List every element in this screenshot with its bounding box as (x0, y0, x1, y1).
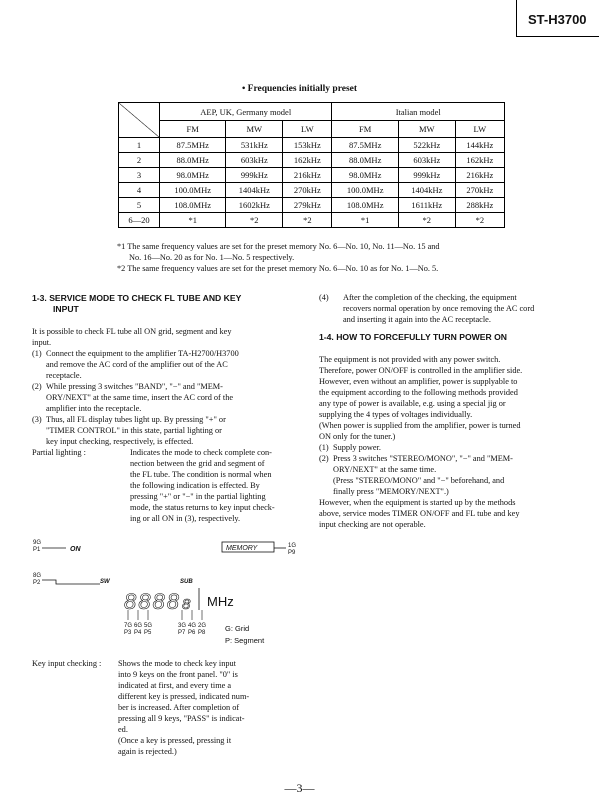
frequency-cell: 100.0MHz (332, 183, 398, 198)
step-line (32, 392, 302, 403)
step-line (319, 314, 571, 325)
preset-number-cell: 6—20 (119, 213, 160, 228)
step-line (319, 303, 571, 314)
list-text: ORY/NEXT" at the same time, insert the AC cord of the (46, 393, 234, 402)
segment-label: P5 (144, 630, 152, 636)
grid-label: 9G (33, 540, 42, 546)
frequency-cell: 98.0MHz (160, 168, 226, 183)
list-marker: (1) (32, 349, 42, 358)
list-marker: (2) (32, 382, 42, 391)
corner-cell (119, 103, 160, 138)
key-input-line: (Once a key is pressed, pressing it (118, 736, 232, 745)
legend-grid: G: Grid (225, 624, 250, 633)
frequency-cell: *2 (455, 213, 504, 228)
partial-lighting-block (32, 447, 302, 524)
list-marker: (3) (32, 415, 42, 424)
list-text: and inserting it again into the AC receptacle. (343, 315, 491, 324)
fl-tube-diagram (32, 536, 302, 648)
segment-label: P7 (178, 630, 186, 636)
step-line (32, 414, 302, 425)
key-input-line: pressing all 9 keys, "PASS" is indicat- (118, 714, 245, 723)
step-line (319, 292, 571, 303)
step-line (32, 348, 302, 359)
group-header: Italian model (332, 103, 505, 121)
grid-label: 3G (178, 623, 187, 629)
note-2: *2 The same frequency values are set for the preset memory No. 6—No. 10 as for No. 1—No. 5. (117, 264, 439, 273)
paragraph-line: any type of power is available, e.g. using a special jig or (319, 399, 506, 408)
table-row (119, 153, 505, 168)
key-input-line: again is rejected.) (118, 747, 177, 756)
frequency-cell: 603kHz (226, 153, 283, 168)
column-header: LW (455, 121, 504, 138)
segment-label: P4 (134, 630, 142, 636)
frequency-cell: 216kHz (283, 168, 332, 183)
sub-indicator: SUB (180, 579, 193, 585)
frequency-cell: 279kHz (283, 198, 332, 213)
key-input-line: ber is increased. After completion of (118, 703, 240, 712)
list-text: amplifier into the receptacle. (46, 404, 142, 413)
frequency-cell: 87.5MHz (332, 138, 398, 153)
key-input-line: into 9 keys on the front panel. "0" is (118, 670, 238, 679)
paragraph-line: Therefore, power ON/OFF is controlled in the amplifier side. (319, 366, 523, 375)
list-text: Supply power. (333, 443, 381, 452)
segment-label: P3 (124, 630, 132, 636)
frequency-cell: 88.0MHz (160, 153, 226, 168)
page-number: —3— (284, 781, 315, 795)
partial-lighting-line: nection between the grid and segment of (130, 459, 265, 468)
frequency-cell: 270kHz (455, 183, 504, 198)
paragraph-line: However, when the equipment is started up by the methods (319, 498, 516, 507)
list-marker: (2) (319, 454, 329, 463)
step-line (319, 453, 571, 464)
grid-label: 5G (144, 623, 153, 629)
intro-line: input. (32, 338, 52, 347)
table-row (119, 138, 505, 153)
table-row (119, 168, 505, 183)
list-text: "TIMER CONTROL" in this state, partial lighting or (46, 426, 222, 435)
partial-lighting-label: Partial lighting : (32, 448, 86, 457)
frequency-cell: 100.0MHz (160, 183, 226, 198)
frequency-cell: 216kHz (455, 168, 504, 183)
frequency-cell: 88.0MHz (332, 153, 398, 168)
step-line (32, 381, 302, 392)
key-input-line: indicated at first, and every time a (118, 681, 232, 690)
partial-lighting-line: the FL tube. The condition is normal when (130, 470, 272, 479)
sw-indicator: SW (100, 579, 110, 585)
preset-frequency-table (118, 102, 505, 228)
group-header: AEP, UK, Germany model (160, 103, 332, 121)
note-1a: *1 The same frequency values are set for the preset memory No. 6—No. 10, No. 11—No. 15 and (117, 242, 440, 251)
list-text: Thus, all FL display tubes light up. By pressing "+" or (46, 415, 226, 424)
table-title: • Frequencies initially preset (241, 84, 358, 94)
frequency-cell: 98.0MHz (332, 168, 398, 183)
paragraph-line: The equipment is not provided with any power switch. (319, 355, 501, 364)
frequency-cell: 270kHz (283, 183, 332, 198)
grid-label: 7G (124, 623, 133, 629)
frequency-cell: 162kHz (283, 153, 332, 168)
section-heading-1-3-cont: INPUT (53, 304, 79, 314)
step-line (32, 370, 302, 381)
digit-display: 8888 (124, 589, 181, 614)
key-input-line: Shows the mode to check key input (118, 659, 236, 668)
list-text: recovers normal operation by once removing the AC cord (343, 304, 535, 313)
frequency-cell: *2 (226, 213, 283, 228)
paragraph-line: However, even without an amplifier, power is supplyable to (319, 377, 518, 386)
on-indicator: ON (70, 546, 81, 553)
frequency-cell: 288kHz (455, 198, 504, 213)
frequency-cell: 108.0MHz (332, 198, 398, 213)
partial-lighting-line: Indicates the mode to check complete con- (130, 448, 272, 457)
frequency-cell: *2 (283, 213, 332, 228)
preset-number-cell: 1 (119, 138, 160, 153)
mhz-indicator: MHz (207, 594, 234, 609)
step-line (319, 442, 571, 453)
segment-label: P1 (33, 547, 41, 553)
frequency-cell: 522kHz (398, 138, 455, 153)
column-header: FM (160, 121, 226, 138)
paragraph-line: the equipment according to the following methods provided (319, 388, 518, 397)
table-row (119, 183, 505, 198)
list-text: Press 3 switches "STEREO/MONO", "−" and "MEM- (333, 454, 513, 463)
left-column-text (32, 326, 302, 524)
key-input-label: Key input checking : (32, 659, 102, 668)
frequency-cell: 1404kHz (226, 183, 283, 198)
key-input-text (32, 658, 302, 757)
frequency-cell: *2 (398, 213, 455, 228)
partial-lighting-line: ing or all ON in (3), respectively. (130, 514, 241, 523)
grid-label: 6G (134, 623, 143, 629)
step-line (319, 464, 571, 475)
table-row (119, 198, 505, 213)
memory-indicator: MEMORY (226, 545, 258, 552)
frequency-cell: 603kHz (398, 153, 455, 168)
list-text: finally press "MEMORY/NEXT".) (333, 487, 449, 496)
column-header: LW (283, 121, 332, 138)
section-heading-1-4: 1-4. HOW TO FORCEFULLY TURN POWER ON (319, 332, 507, 342)
frequency-cell: 999kHz (398, 168, 455, 183)
preset-number-cell: 3 (119, 168, 160, 183)
intro-line: It is possible to check FL tube all ON grid, segment and key (32, 327, 232, 336)
column-header: FM (332, 121, 398, 138)
frequency-cell: 162kHz (455, 153, 504, 168)
step-line (32, 359, 302, 370)
table-row (119, 213, 505, 228)
grid-label: 8G (33, 573, 42, 579)
frequency-cell: 87.5MHz (160, 138, 226, 153)
legend-segment: P: Segment (225, 636, 265, 645)
step-line (319, 486, 571, 497)
key-input-line: different key is pressed, indicated num- (118, 692, 250, 701)
frequency-cell: *1 (160, 213, 226, 228)
preset-number-cell: 5 (119, 198, 160, 213)
frequency-cell: 1611kHz (398, 198, 455, 213)
list-text: (Press "STEREO/MONO" and "−" beforehand, and (333, 476, 505, 485)
small-digit: 8 (182, 596, 191, 613)
table-body (119, 138, 505, 228)
paragraph-line: (When power is supplied from the amplifier, power is turned (319, 421, 521, 430)
step-line (319, 475, 571, 486)
step-line (32, 425, 302, 436)
preset-number-cell: 4 (119, 183, 160, 198)
grid-label: 1G (288, 543, 297, 549)
right-column-text (319, 292, 571, 530)
step-line (32, 403, 302, 414)
list-text: Connect the equipment to the amplifier TA-H2700/H3700 (46, 349, 239, 358)
list-text: key input checking, respectively, is effected. (46, 437, 194, 446)
section-heading-1-3: 1-3. SERVICE MODE TO CHECK FL TUBE AND KEY (32, 293, 242, 303)
paragraph-line: supplying the 4 types of voltages individually. (319, 410, 473, 419)
frequency-cell: 153kHz (283, 138, 332, 153)
column-header: MW (226, 121, 283, 138)
list-marker: (1) (319, 443, 329, 452)
frequency-cell: 144kHz (455, 138, 504, 153)
column-header: MW (398, 121, 455, 138)
preset-number-cell: 2 (119, 153, 160, 168)
model-number: ST-H3700 (528, 12, 587, 27)
paragraph-line: above, service modes TIMER ON/OFF and FL tube and key (319, 509, 520, 518)
list-text: While pressing 3 switches "BAND", "−" and "MEM- (46, 382, 223, 391)
key-input-line: ed. (118, 725, 128, 734)
frequency-cell: 531kHz (226, 138, 283, 153)
list-text: receptacle. (46, 371, 82, 380)
frequency-cell: 999kHz (226, 168, 283, 183)
list-text: After the completion of the checking, the equipment (343, 293, 517, 302)
list-text: ORY/NEXT" at the same time. (333, 465, 437, 474)
partial-lighting-line: mode, the status returns to key input check- (130, 503, 275, 512)
segment-label: P2 (33, 580, 41, 586)
segment-label: P6 (188, 630, 196, 636)
note-1b: No. 16—No. 20 as for No. 1—No. 5 respectively. (129, 253, 295, 262)
paragraph-line: input checking are not operable. (319, 520, 426, 529)
partial-lighting-line: the following indication is effected. By (130, 481, 260, 490)
step-line (32, 436, 302, 447)
frequency-cell: 1404kHz (398, 183, 455, 198)
segment-label: P9 (288, 550, 296, 556)
segment-label: P8 (198, 630, 206, 636)
list-marker: (4) (319, 293, 329, 302)
paragraph-line: ON only for the tuner.) (319, 432, 396, 441)
grid-label: 4G (188, 623, 197, 629)
list-text: and remove the AC cord of the amplifier out of the AC (46, 360, 228, 369)
frequency-cell: 108.0MHz (160, 198, 226, 213)
grid-label: 2G (198, 623, 207, 629)
frequency-cell: 1602kHz (226, 198, 283, 213)
partial-lighting-line: pressing "+" or "−" in the partial lighting (130, 492, 266, 501)
frequency-cell: *1 (332, 213, 398, 228)
